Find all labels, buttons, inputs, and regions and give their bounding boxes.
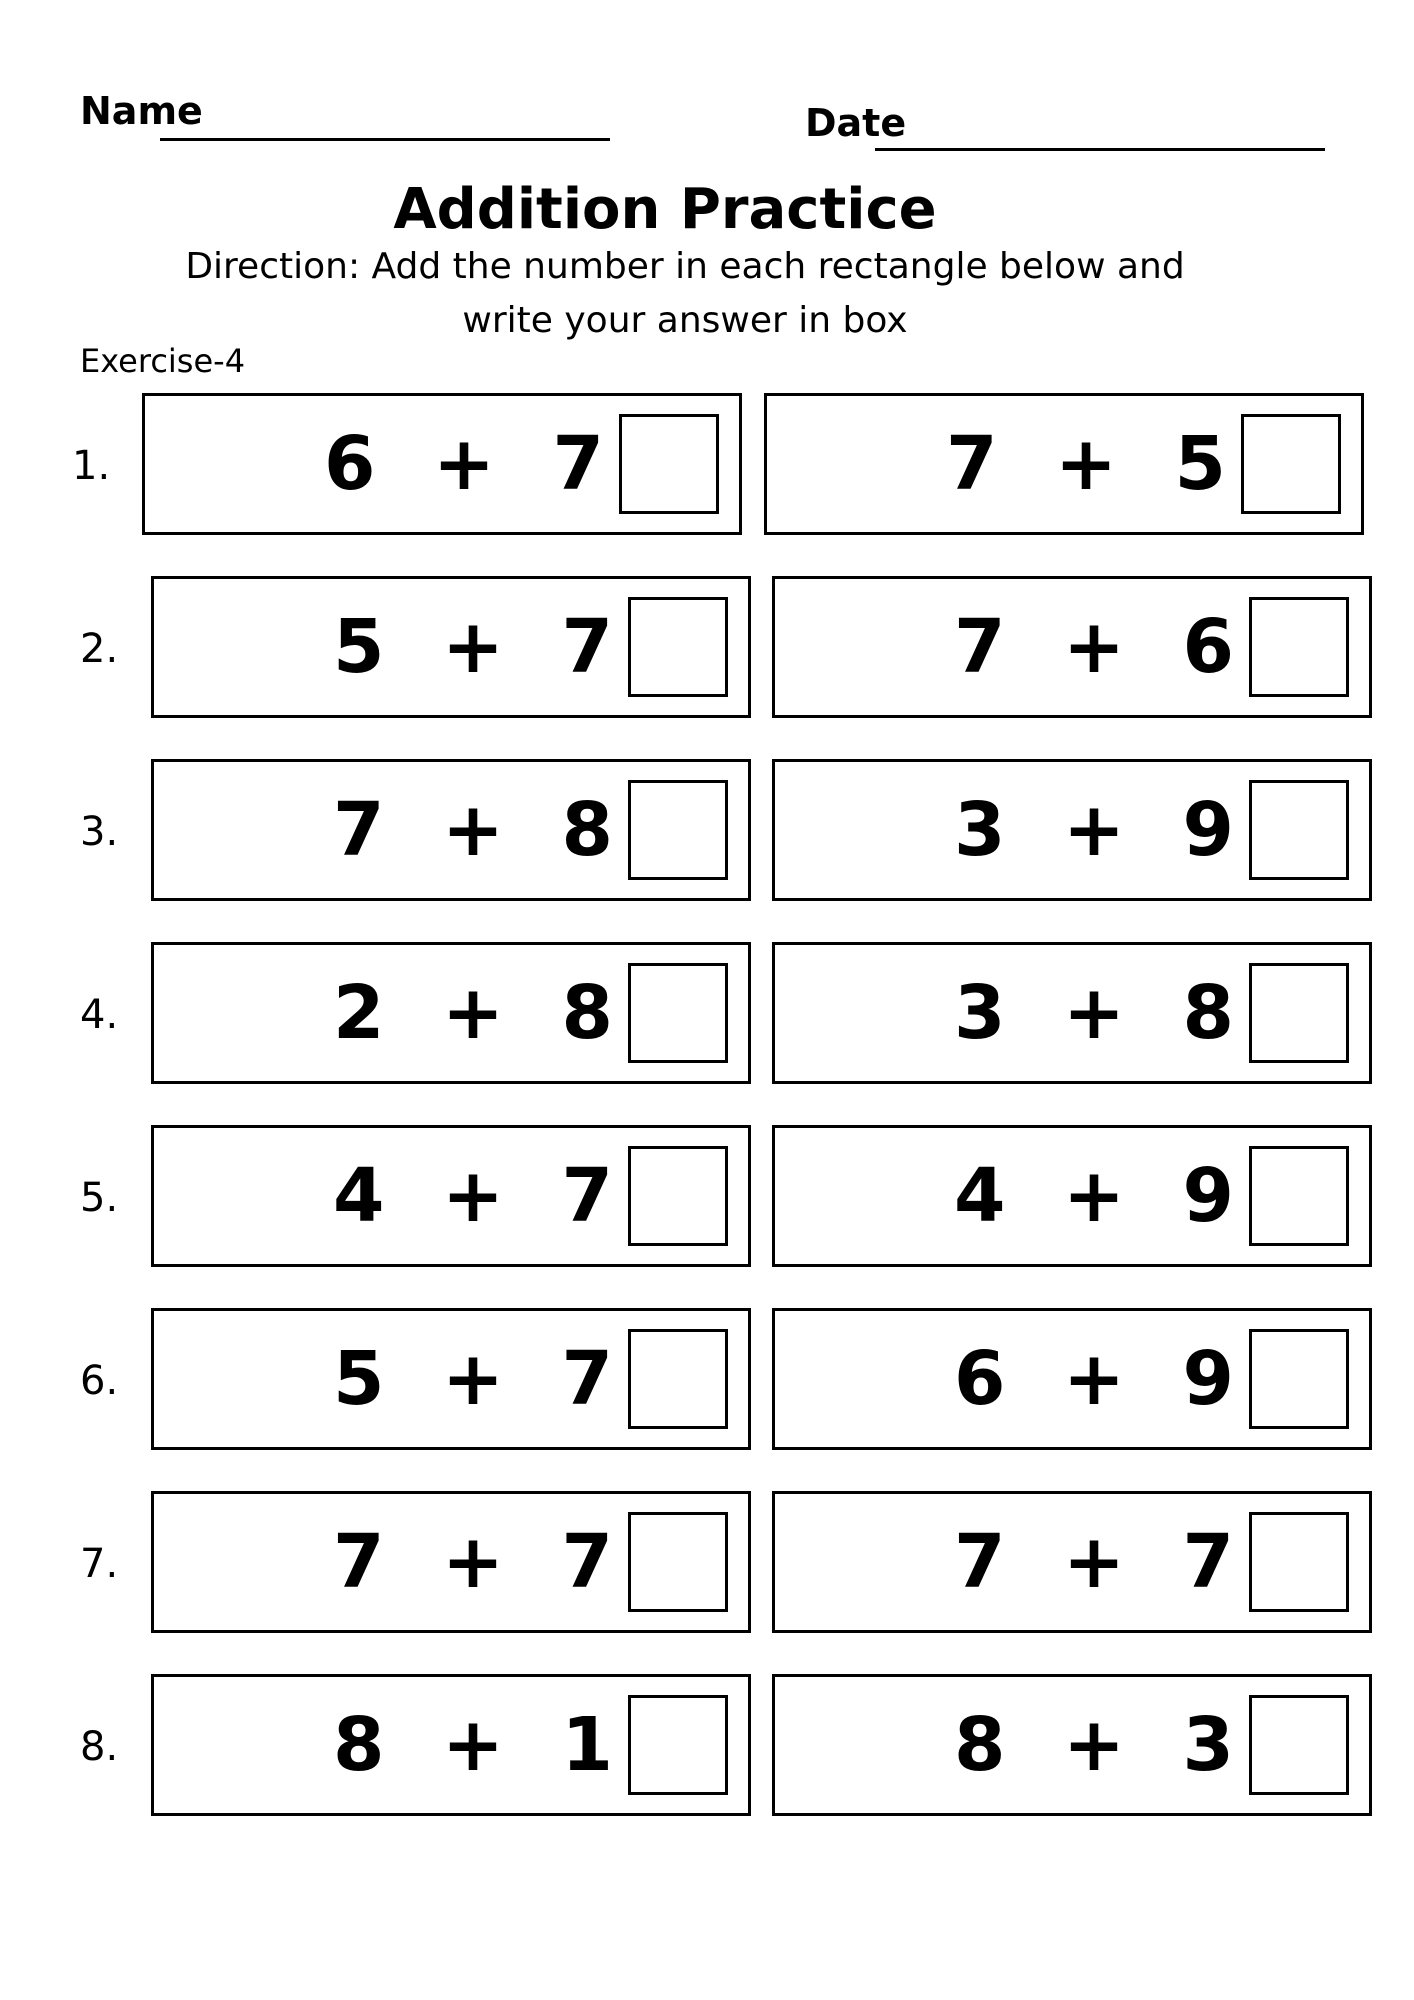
problem-card [772, 942, 1372, 1084]
problem-card [764, 393, 1364, 535]
problem-card [772, 1125, 1372, 1267]
exercise-label: Exercise-4 [80, 342, 246, 380]
addition-expression: 5 + 7 [332, 1336, 616, 1422]
addition-expression: 7 + 5 [945, 421, 1229, 507]
answer-box[interactable] [628, 1512, 728, 1612]
answer-box[interactable] [1249, 1146, 1349, 1246]
addition-expression: 3 + 9 [953, 787, 1237, 873]
row-number: 7. [80, 1541, 119, 1587]
answer-box[interactable] [628, 1329, 728, 1429]
direction-line-2: write your answer in box [462, 300, 908, 341]
row-number: 3. [80, 809, 119, 855]
date-label: Date [805, 101, 907, 145]
addition-expression: 6 + 9 [953, 1336, 1237, 1422]
answer-box[interactable] [1249, 780, 1349, 880]
answer-box[interactable] [1249, 1695, 1349, 1795]
addition-expression: 7 + 7 [953, 1519, 1237, 1605]
problem-card [772, 1491, 1372, 1633]
problem-card [151, 1308, 751, 1450]
problem-card [151, 759, 751, 901]
direction-line-1: Direction: Add the number in each rectangle below and [185, 246, 1185, 287]
answer-box[interactable] [1241, 414, 1341, 514]
problem-card [151, 1674, 751, 1816]
addition-expression: 7 + 7 [332, 1519, 616, 1605]
row-number: 4. [80, 992, 119, 1038]
row-number: 5. [80, 1175, 119, 1221]
answer-box[interactable] [628, 1695, 728, 1795]
answer-box[interactable] [628, 963, 728, 1063]
problem-card [142, 393, 742, 535]
addition-expression: 4 + 7 [332, 1153, 616, 1239]
problem-card [772, 1674, 1372, 1816]
problem-card [772, 1308, 1372, 1450]
answer-box[interactable] [1249, 1512, 1349, 1612]
addition-expression: 5 + 7 [332, 604, 616, 690]
addition-expression: 8 + 1 [332, 1702, 616, 1788]
problem-card [772, 759, 1372, 901]
answer-box[interactable] [628, 1146, 728, 1246]
problem-card [772, 576, 1372, 718]
problem-card [151, 1491, 751, 1633]
date-line[interactable] [875, 148, 1325, 151]
page-title: Addition Practice [393, 177, 937, 242]
answer-box[interactable] [1249, 1329, 1349, 1429]
answer-box[interactable] [619, 414, 719, 514]
problem-card [151, 942, 751, 1084]
addition-expression: 8 + 3 [953, 1702, 1237, 1788]
problem-card [151, 1125, 751, 1267]
row-number: 6. [80, 1358, 119, 1404]
addition-expression: 2 + 8 [332, 970, 616, 1056]
name-label: Name [80, 89, 203, 133]
answer-box[interactable] [628, 780, 728, 880]
answer-box[interactable] [1249, 963, 1349, 1063]
addition-expression: 3 + 8 [953, 970, 1237, 1056]
addition-expression: 6 + 7 [323, 421, 607, 507]
name-line[interactable] [160, 138, 610, 141]
answer-box[interactable] [628, 597, 728, 697]
answer-box[interactable] [1249, 597, 1349, 697]
row-number: 8. [80, 1724, 119, 1770]
row-number: 1. [72, 443, 111, 489]
addition-expression: 4 + 9 [953, 1153, 1237, 1239]
problem-card [151, 576, 751, 718]
addition-expression: 7 + 8 [332, 787, 616, 873]
row-number: 2. [80, 626, 119, 672]
addition-expression: 7 + 6 [953, 604, 1237, 690]
